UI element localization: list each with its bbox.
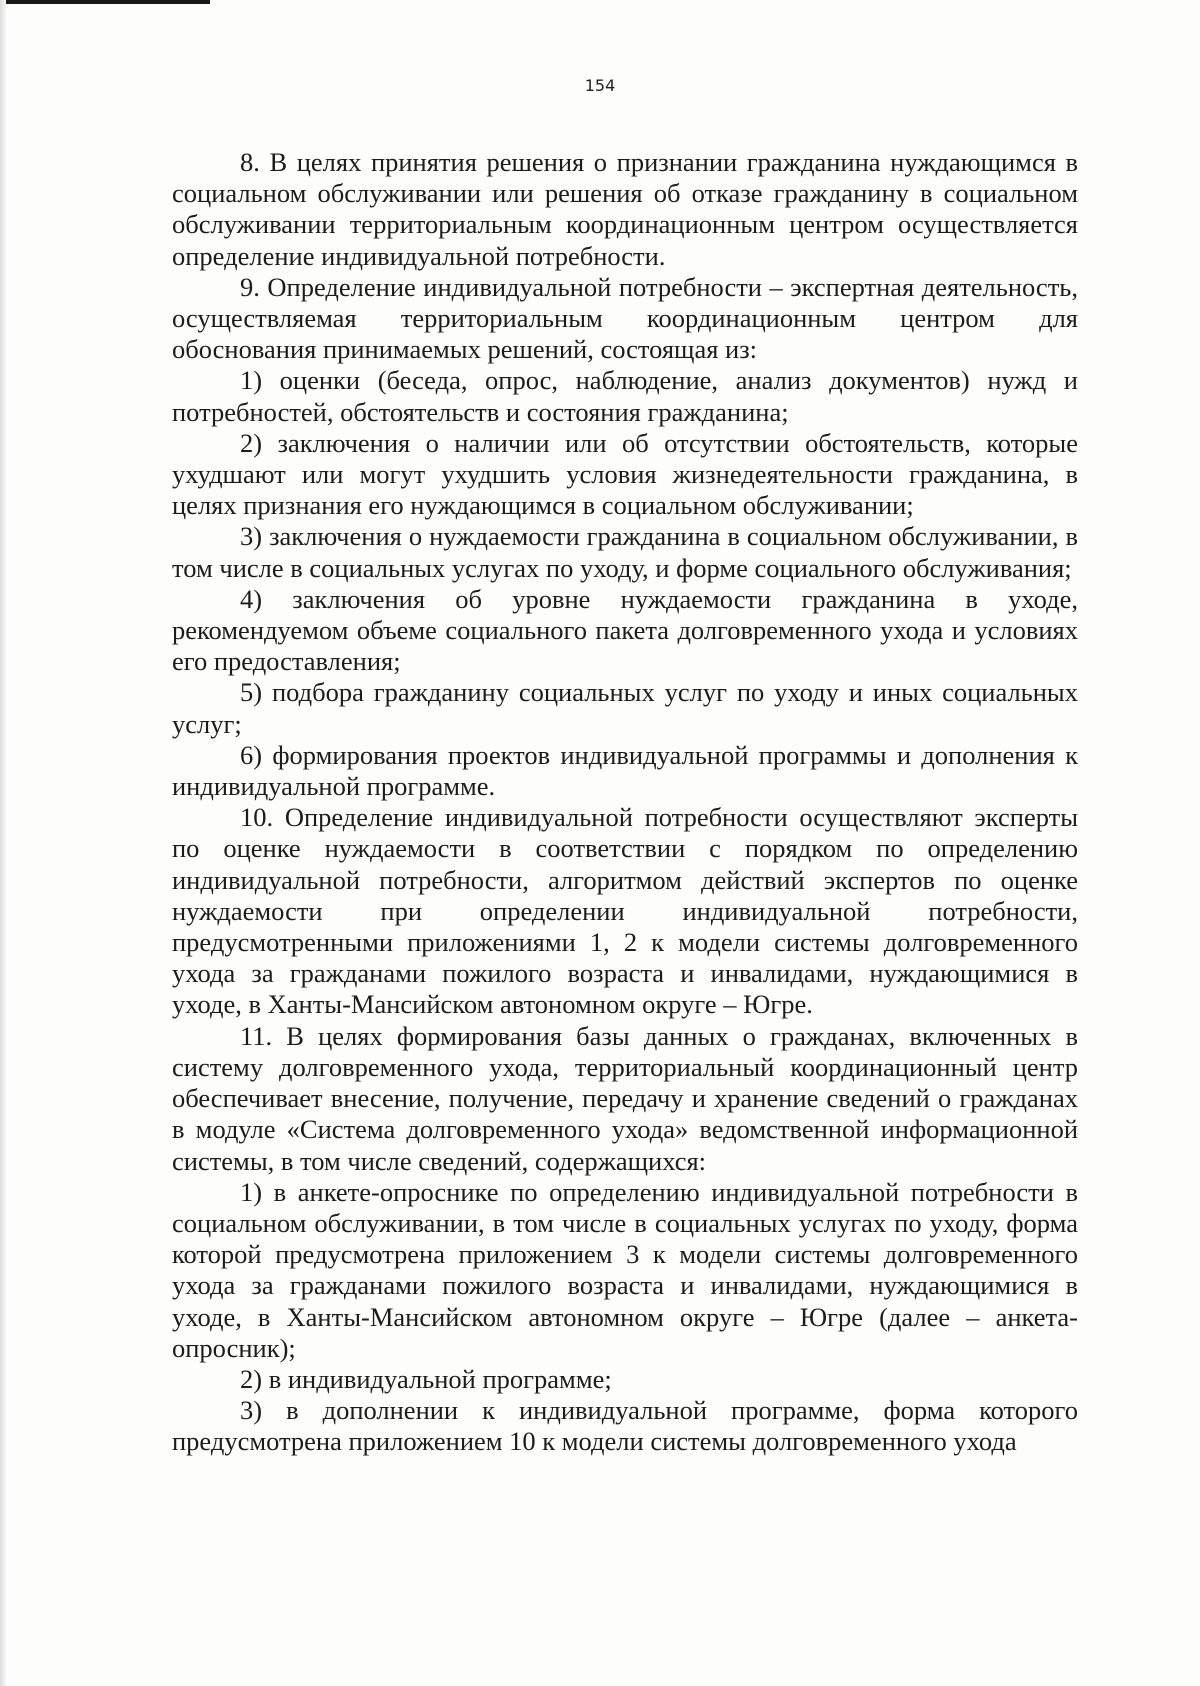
scan-edge-top [0, 0, 210, 4]
paragraph-11-item-2: 2) в индивидуальной программе; [240, 1363, 612, 1394]
paragraph-9-item-6: 6) формирования проектов индивидуальной программы и дополнения к индивидуальной программе. [172, 739, 1078, 802]
paragraph-11: 11. В целях формирования базы данных о гражданах, включенных в систему долговременного ухода, территориальный координационный центр обеспечивает внесение, получение, передачу и хранение сведений о гражданах в модуле «Система долговременного ухода» ведомственной информационной системы, в том числе сведений, содержащихся: [172, 1020, 1078, 1176]
paragraph-10: 10. Определение индивидуальной потребности осуществляют эксперты по оценке нуждаемости в соответствии с порядком по определению индивидуальной потребности, алгоритмом действий экспертов по оценке нуждаемости при определении индивидуальной потребности, предусмотренными приложениями 1, 2 к модели системы долговременного ухода за гражданами пожилого возраста и инвалидами, нуждающимися в уходе, в Ханты-Мансийском автономном округе – Югре. [172, 802, 1078, 1020]
paragraph-9-item-2: 2) заключения о наличии или об отсутствии обстоятельств, которые ухудшают или могут ухудшить условия жизнедеятельности гражданина, в целях признания его нуждающимся в социальном обслуживании; [172, 427, 1078, 521]
paragraph-11-item-1: 1) в анкете-опроснике по определению индивидуальной потребности в социальном обслуживании, в том числе в социальных услугах по уходу, форма которой предусмотрена приложением 3 к модели системы долговременного ухода за гражданами пожилого возраста и инвалидами, нуждающимися в уходе, в Ханты-Мансийском автономном округе – Югре (далее – анкета-опросник); [172, 1176, 1078, 1363]
paragraph-9: 9. Определение индивидуальной потребности – экспертная деятельность, осуществляемая территориальным координационным центром для обоснования принимаемых решений, состоящая из: [172, 271, 1078, 365]
page-number: 154 [584, 76, 616, 95]
paragraph-9-item-5: 5) подбора гражданину социальных услуг по уходу и иных социальных услуг; [172, 677, 1078, 739]
paragraph-11-item-3: 3) в дополнении к индивидуальной программе, форма которого предусмотрена приложением 10 к модели системы долговременного ухода [172, 1395, 1078, 1457]
paragraph-9-item-1: 1) оценки (беседа, опрос, наблюдение, анализ документов) нужд и потребностей, обстоятельств и состояния гражданина; [172, 365, 1078, 427]
paragraph-8: 8. В целях принятия решения о признании гражданина нуждающимся в социальном обслуживании или решения об отказе гражданину в социальном обслуживании территориальным координационным центром осуществляется определение индивидуальной потребности. [172, 147, 1078, 271]
document-body [172, 147, 1078, 1458]
scan-edge-left [0, 0, 6, 1686]
paragraph-9-item-3: 3) заключения о нуждаемости гражданина в социальном обслуживании, в том числе в социальных услугах по уходу, и форме социального обслуживания; [172, 521, 1078, 583]
paragraph-9-item-4: 4) заключения об уровне нуждаемости гражданина в уходе, рекомендуемом объеме социального пакета долговременного ухода и условиях его предоставления; [172, 583, 1078, 677]
